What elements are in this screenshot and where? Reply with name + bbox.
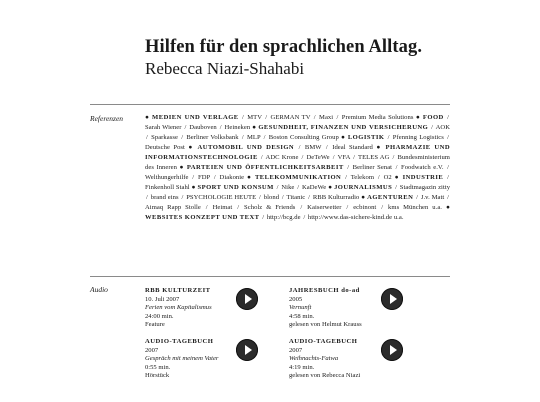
audio-label: Audio <box>90 285 108 294</box>
audio-date: 2005 <box>289 295 303 303</box>
referenzen-category: TELEKOMMUNIKATION <box>254 173 342 181</box>
separator: / <box>392 153 395 161</box>
separator: / <box>298 143 301 151</box>
referenzen-client: O2 <box>383 173 392 181</box>
separator: / <box>262 213 265 221</box>
bullet-icon: ● <box>376 143 386 151</box>
separator: / <box>205 203 208 211</box>
audio-subtitle: Gespräch mit meinem Vater <box>145 355 219 363</box>
separator: / <box>237 203 240 211</box>
bullet-icon: ● <box>394 173 403 181</box>
referenzen-client: Sarah Wiener <box>145 123 182 131</box>
separator: / <box>447 114 449 121</box>
referenzen-client: Kaiserwetter <box>307 203 342 211</box>
referenzen-client: kms München u.a. <box>388 203 443 211</box>
referenzen-category: AGENTUREN <box>367 193 414 201</box>
referenzen-category: MEDIEN UND VERLAGE <box>152 114 239 121</box>
referenzen-client: BMW <box>304 143 322 151</box>
audio-date: 2007 <box>145 346 159 354</box>
separator: / <box>184 123 187 131</box>
referenzen-client: Boston Consulting Group <box>268 133 339 141</box>
referenzen-client: Stadtmagazin zitty <box>399 183 451 191</box>
separator: / <box>416 193 419 201</box>
audio-title: JAHRESBUCH do-ad <box>289 287 360 294</box>
referenzen-client: Scholz & Friends <box>244 203 296 211</box>
referenzen-client: Bundesministerium des Inneren <box>145 153 450 171</box>
separator: / <box>146 133 148 141</box>
audio-duration: 0:55 min. <box>145 363 171 371</box>
referenzen-client: TELES AG <box>358 153 390 161</box>
referenzen-client: Aimaq Rapp Stolle <box>145 203 201 211</box>
play-button[interactable] <box>236 339 258 361</box>
referenzen-category: FOOD <box>422 114 444 121</box>
play-icon <box>245 294 252 304</box>
separator: / <box>336 114 339 121</box>
referenzen-category: WEBSITES KONZEPT UND TEXT <box>145 213 260 221</box>
audio-duration: 24:00 min. <box>145 312 174 320</box>
referenzen-category: GESUNDHEIT, FINANZEN UND VERSICHERUNG <box>258 123 429 131</box>
audio-note: Feature <box>145 321 165 329</box>
referenzen-client: RBB Kulturradio <box>312 193 360 201</box>
separator: / <box>213 173 216 181</box>
separator: / <box>387 133 390 141</box>
bullet-icon: ● <box>415 114 423 121</box>
separator: / <box>395 183 397 191</box>
separator: / <box>300 203 303 211</box>
referenzen-client: Finkenholl Stahl <box>145 183 190 191</box>
referenzen-category: INDUSTRIE <box>402 173 444 181</box>
play-button[interactable] <box>381 288 403 310</box>
separator: / <box>447 163 449 171</box>
separator: / <box>347 163 350 171</box>
separator: / <box>303 213 306 221</box>
referenzen-category: JOURNALISMUS <box>334 183 393 191</box>
audio-subtitle: Weihnachts-Fatwa <box>289 355 339 363</box>
audio-note: gelesen von Helmut Krauss <box>289 321 362 329</box>
bullet-icon: ● <box>328 183 335 191</box>
separator: / <box>281 193 284 201</box>
referenzen-client: Diakonie <box>219 173 245 181</box>
divider-audio <box>90 276 450 277</box>
referenzen-client: VFA <box>337 153 351 161</box>
audio-title: AUDIO-TAGEBUCH <box>145 338 214 345</box>
referenzen-client: http://www.das-sichere-kind.de u.a. <box>307 213 404 221</box>
bullet-icon: ● <box>341 133 348 141</box>
play-icon <box>390 294 397 304</box>
audio-duration: 4:58 min. <box>289 312 315 320</box>
separator: / <box>297 183 300 191</box>
play-icon <box>390 345 397 355</box>
referenzen-client: Dauboven <box>189 123 217 131</box>
referenzen-category: PARTEIEN UND ÖFFENTLICHKEITSARBEIT <box>186 163 344 171</box>
referenzen-client: blond <box>263 193 280 201</box>
referenzen-category: AUTOMOBIL UND DESIGN <box>197 143 295 151</box>
bullet-icon: ● <box>191 183 198 191</box>
separator: / <box>259 193 261 201</box>
referenzen-list <box>145 113 450 222</box>
divider-referenzen <box>90 104 450 105</box>
separator: / <box>313 114 316 121</box>
referenzen-client: MLP <box>246 133 261 141</box>
referenzen-client: DeTeWe <box>306 153 330 161</box>
separator: / <box>219 123 222 131</box>
referenzen-client: AOK <box>435 123 451 131</box>
referenzen-client: Sparkasse <box>151 133 178 141</box>
page-title: Hilfen für den sprachlichen Alltag. <box>145 37 423 57</box>
referenzen-client: Berliner Senat <box>352 163 393 171</box>
referenzen-client: Heimat <box>212 203 233 211</box>
audio-note: Hörstück <box>145 372 170 380</box>
referenzen-client: KaDeWe <box>301 183 327 191</box>
bullet-icon: ● <box>252 123 259 131</box>
referenzen-client: Ideal Standard <box>332 143 373 151</box>
separator: / <box>377 173 380 181</box>
referenzen-client: Welthungerhilfe <box>145 173 189 181</box>
audio-subtitle: Ferien vom Kapitalismus <box>145 304 212 312</box>
separator: / <box>353 153 356 161</box>
separator: / <box>325 143 328 151</box>
separator: / <box>241 133 244 141</box>
play-button[interactable] <box>236 288 258 310</box>
referenzen-client: Deutsche Post <box>145 143 185 151</box>
bullet-icon: ● <box>361 193 368 201</box>
referenzen-client: Maxi <box>319 114 334 121</box>
referenzen-client: ADC Krone <box>265 153 299 161</box>
referenzen-client: GERMAN TV <box>270 114 311 121</box>
audio-title: AUDIO-TAGEBUCH <box>289 338 358 345</box>
separator: / <box>308 193 310 201</box>
audio-entry <box>145 287 235 330</box>
bullet-icon: ● <box>445 203 450 211</box>
separator: / <box>447 173 449 181</box>
separator: / <box>265 114 268 121</box>
referenzen-client: Foodwatch e.V. <box>400 163 444 171</box>
referenzen-client: PSYCHOLOGIE HEUTE <box>186 193 257 201</box>
separator: / <box>181 193 184 201</box>
referenzen-label: Referenzen <box>90 114 124 123</box>
audio-date: 2007 <box>289 346 303 354</box>
audio-subtitle: Vernunft <box>289 304 312 312</box>
referenzen-client: http://bcg.de <box>266 213 301 221</box>
referenzen-client: ecbinont <box>353 203 377 211</box>
separator: / <box>260 153 263 161</box>
audio-date: 10. Juli 2007 <box>145 295 180 303</box>
referenzen-client: J.v. Matt <box>420 193 445 201</box>
audio-title: RBB KULTURZEIT <box>145 287 211 294</box>
separator: / <box>332 153 335 161</box>
separator: / <box>263 133 266 141</box>
separator: / <box>192 173 195 181</box>
separator: / <box>431 123 434 131</box>
bullet-icon: ● <box>246 173 255 181</box>
referenzen-client: Nike <box>281 183 295 191</box>
separator: / <box>346 203 349 211</box>
separator: / <box>301 153 304 161</box>
referenzen-category: LOGISTIK <box>347 133 385 141</box>
referenzen-client: Berliner Volksbank <box>186 133 239 141</box>
separator: / <box>146 193 148 201</box>
bullet-icon: ● <box>145 114 153 121</box>
separator: / <box>447 193 449 201</box>
author-name: Rebecca Niazi-Shahabi <box>145 59 305 78</box>
referenzen-client: FDP <box>197 173 210 181</box>
separator: / <box>395 163 398 171</box>
referenzen-client: Pfenning Logistics <box>392 133 444 141</box>
bullet-icon: ● <box>188 143 198 151</box>
separator: / <box>447 133 449 141</box>
referenzen-client: Titanic <box>286 193 306 201</box>
referenzen-category: SPORT UND KONSUM <box>197 183 274 191</box>
audio-duration: 4:19 min. <box>289 363 315 371</box>
referenzen-category: PHARMAZIE UND INFORMATIONSTECHNOLOGIE <box>145 143 451 161</box>
play-button[interactable] <box>381 339 403 361</box>
referenzen-client: Heineken <box>224 123 251 131</box>
audio-entry <box>145 338 235 381</box>
play-icon <box>245 345 252 355</box>
separator: / <box>381 203 384 211</box>
referenzen-client: Telekom <box>350 173 375 181</box>
separator: / <box>242 114 244 121</box>
audio-note: gelesen von Rebecca Niazi <box>289 372 361 380</box>
bullet-icon: ● <box>179 163 187 171</box>
separator: / <box>276 183 279 191</box>
referenzen-client: Premium Media Solutions <box>341 114 414 121</box>
referenzen-client: brand eins <box>150 193 179 201</box>
separator: / <box>181 133 184 141</box>
separator: / <box>345 173 347 181</box>
referenzen-client: MTV <box>247 114 262 121</box>
